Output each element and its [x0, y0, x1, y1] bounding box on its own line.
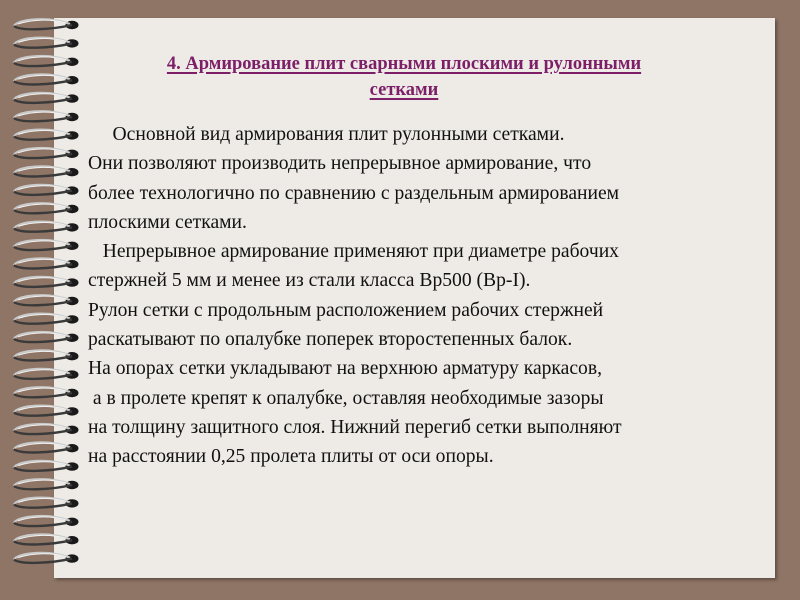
body-line: на расстоянии 0,25 пролета плиты от оси опоры. — [88, 446, 494, 468]
spiral-ring-icon — [14, 332, 79, 342]
spiral-ring-icon — [14, 277, 79, 287]
body-line: Основной вид армирования плит рулонными сетками. — [88, 124, 565, 145]
body-line: Они позволяют производить непрерывное армирование, что — [88, 153, 592, 175]
spiral-ring-icon — [14, 222, 79, 232]
slide-body — [88, 120, 768, 472]
slide-title-line1: 4. Армирование плит сварными плоскими и рулонными — [166, 54, 642, 74]
slide-title — [84, 51, 724, 103]
body-line: на толщину защитного слоя. Нижний перегиб сетки выполняют — [88, 416, 622, 438]
spiral-ring-icon — [14, 461, 79, 471]
spiral-binding — [4, 14, 88, 580]
spiral-ring-icon — [14, 498, 79, 508]
spiral-ring-icon — [14, 553, 79, 563]
spiral-ring-icon — [14, 185, 79, 195]
body-line: плоскими сетками. — [88, 211, 247, 233]
spiral-ring-icon — [14, 203, 79, 213]
spiral-ring-icon — [14, 19, 79, 29]
spiral-ring-icon — [14, 406, 79, 416]
spiral-ring-icon — [14, 314, 79, 324]
body-line: а в пролете крепят к опалубке, оставляя необходимые зазоры — [88, 387, 604, 409]
spiral-ring-icon — [14, 38, 79, 48]
spiral-ring-icon — [14, 130, 79, 140]
spiral-ring-icon — [14, 56, 79, 66]
body-line: Рулон сетки с продольным расположением рабочих стержней — [88, 299, 604, 321]
body-line: раскатывают по опалубке поперек второстепенных балок. — [88, 329, 573, 351]
spiral-ring-icon — [14, 240, 79, 250]
spiral-ring-icon — [14, 111, 79, 121]
spiral-ring-icon — [14, 148, 79, 158]
spiral-ring-icon — [14, 93, 79, 103]
slide-title-line2: сетками — [369, 80, 439, 100]
spiral-ring-icon — [14, 295, 79, 305]
spiral-ring-icon — [14, 74, 79, 84]
spiral-ring-icon — [14, 442, 79, 452]
spiral-ring-icon — [14, 166, 79, 176]
body-line: Непрерывное армирование применяют при диаметре рабочих — [88, 241, 619, 263]
spiral-ring-icon — [14, 424, 79, 434]
body-line: стержней 5 мм и менее из стали класса Вр500 (Вр-I). — [88, 270, 531, 292]
body-line: более технологично по сравнению с раздельным армированием — [88, 182, 620, 204]
spiral-ring-icon — [14, 516, 79, 526]
spiral-ring-icon — [14, 387, 79, 397]
spiral-ring-icon — [14, 258, 79, 268]
spiral-ring-icon — [14, 369, 79, 379]
spiral-ring-icon — [14, 534, 79, 544]
body-line: На опорах сетки укладывают на верхнюю арматуру каркасов, — [88, 358, 603, 380]
spiral-ring-icon — [14, 350, 79, 360]
spiral-ring-icon — [14, 479, 79, 489]
